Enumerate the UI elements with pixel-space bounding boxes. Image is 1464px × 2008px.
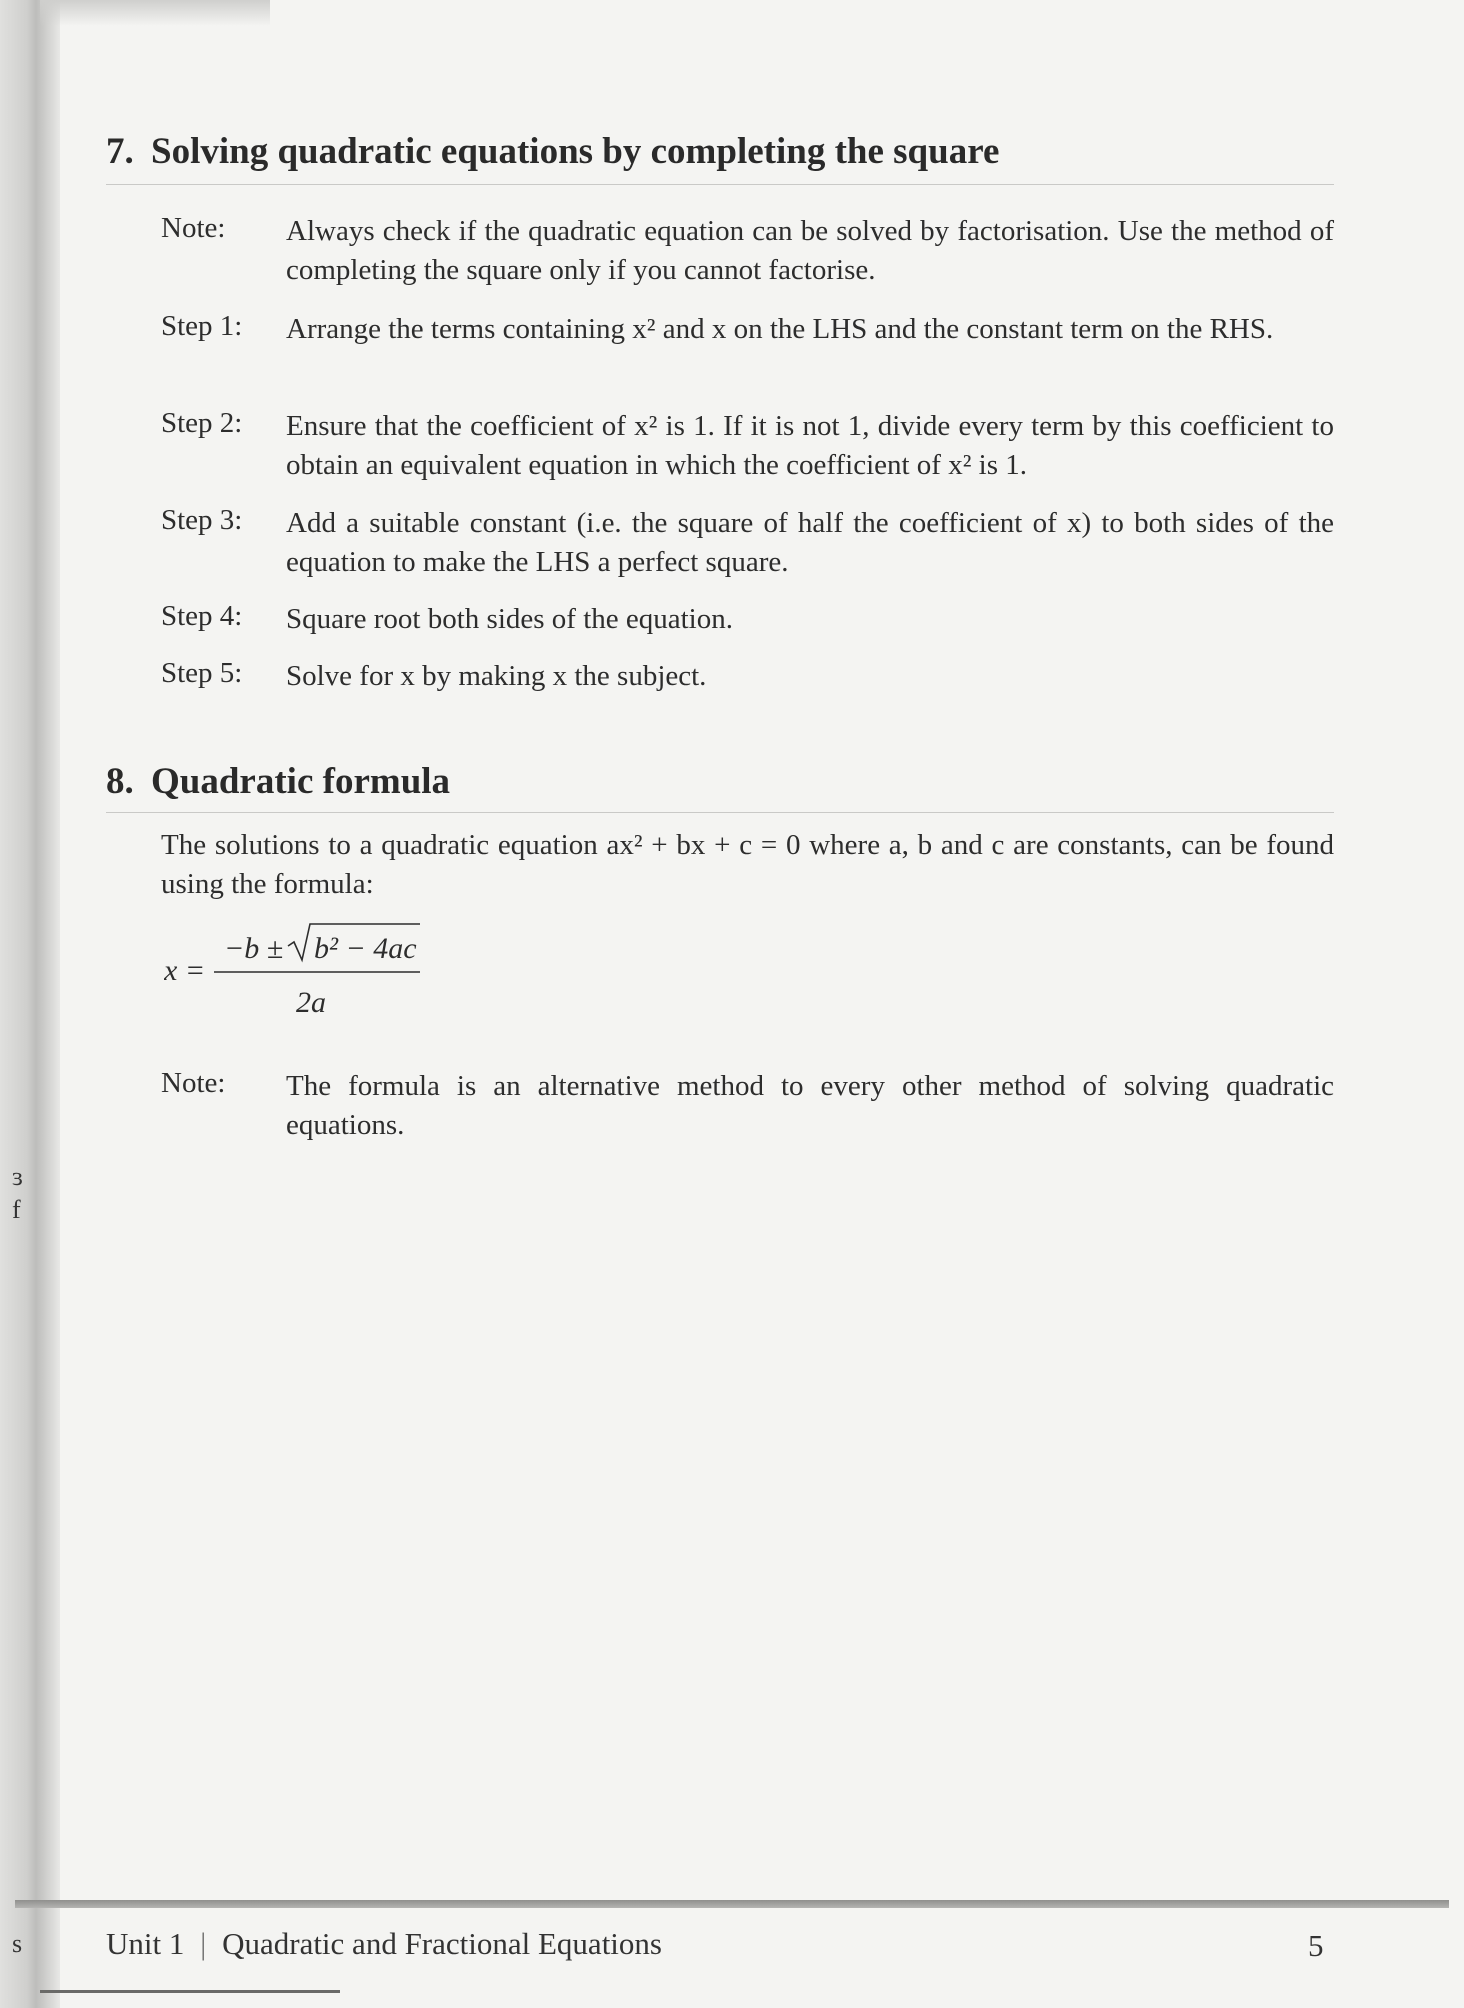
- footer-underline: [40, 1990, 340, 1993]
- note-label: Note:: [161, 1067, 226, 1099]
- formula-lhs: x =: [164, 954, 206, 987]
- step-1-text: Arrange the terms containing x² and x on the LHS and the constant term on the RHS.: [286, 313, 1274, 345]
- margin-letter-fragment: ɜ: [12, 1162, 23, 1191]
- step-3-label: Step 3:: [161, 504, 243, 536]
- page-binding-edge: [0, 0, 60, 2008]
- page-number: 5: [1308, 1928, 1324, 1963]
- formula-radicand: b² − 4ac: [314, 932, 417, 965]
- step-5-text: Solve for x by making x the subject.: [286, 660, 707, 692]
- section-title: Solving quadratic equations by completing the square: [151, 131, 1000, 172]
- section-divider: [106, 812, 1334, 813]
- section-divider: [106, 184, 1334, 185]
- chapter-title: Quadratic and Fractional Equations: [222, 1926, 662, 1961]
- footer-divider: [15, 1900, 1449, 1908]
- margin-letter-fragment: s: [12, 1929, 23, 1958]
- margin-letter-fragment: f: [12, 1195, 21, 1224]
- intro-paragraph: The solutions to a quadratic equation ax² + bx + c = 0 where a, b and c are constants, can be found using the formula:: [161, 829, 1334, 900]
- note-label: Note:: [161, 212, 226, 244]
- step-3-text: Add a suitable constant (i.e. the square of half the coefficient of x) to both sides of the equation to make the LHS a perfect square.: [286, 507, 1334, 578]
- section-7-heading: [106, 130, 999, 173]
- note-text: The formula is an alternative method to every other method of solving quadratic equations.: [286, 1070, 1334, 1141]
- page-top-shadow: [40, 0, 270, 26]
- section-title: Quadratic formula: [151, 761, 451, 802]
- step-5-label: Step 5:: [161, 657, 243, 689]
- step-2-label: Step 2:: [161, 407, 243, 439]
- formula-numerator-prefix: −b ±: [224, 932, 284, 965]
- section-8-heading: [106, 760, 450, 803]
- quadratic-formula: [164, 920, 464, 1020]
- footer-separator: |: [200, 1926, 207, 1961]
- step-4-label: Step 4:: [161, 600, 243, 632]
- note-text: Always check if the quadratic equation can be solved by factorisation. Use the method of completing the square only if you cannot factorise.: [286, 215, 1334, 286]
- step-1-label: Step 1:: [161, 310, 243, 342]
- step-4-text: Square root both sides of the equation.: [286, 603, 733, 635]
- unit-number: Unit 1: [106, 1926, 185, 1961]
- formula-denominator: 2a: [296, 986, 326, 1019]
- section-number: 7.: [106, 131, 134, 172]
- footer-unit-label: [106, 1926, 662, 1962]
- section-number: 8.: [106, 761, 134, 802]
- step-2-text: Ensure that the coefficient of x² is 1. If it is not 1, divide every term by this coefficient to obtain an equivalent equation in which the coefficient of x² is 1.: [286, 410, 1334, 481]
